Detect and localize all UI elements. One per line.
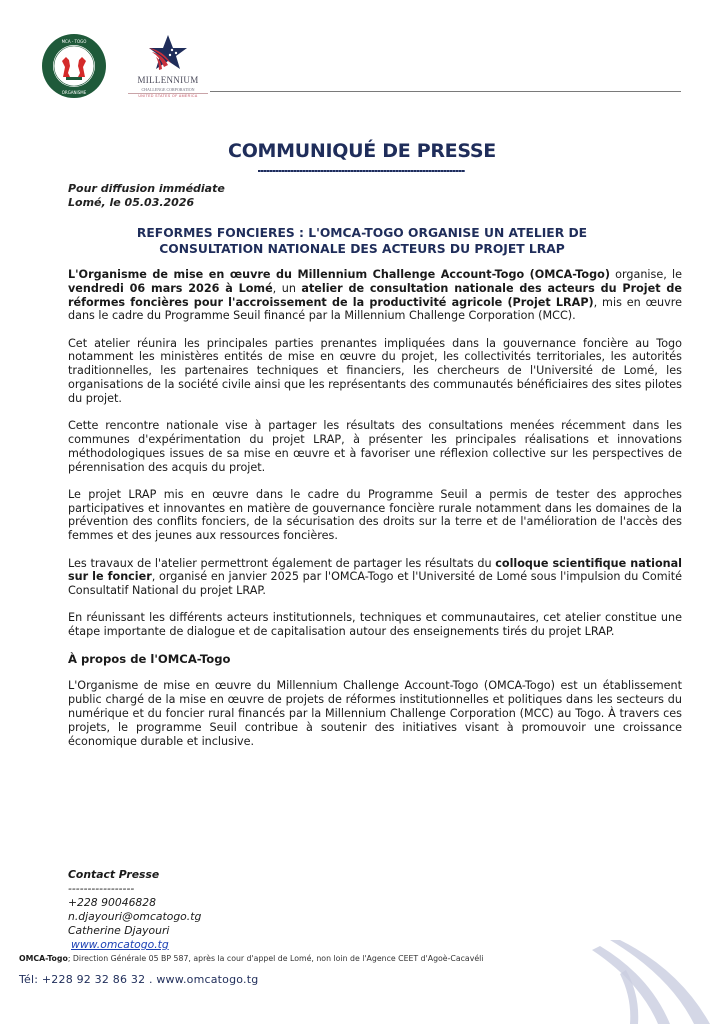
- text: , mis en œuvre dans le cadre du Programme Seuil financé par la Millennium Challenge Corporation (MCC).: [68, 295, 682, 323]
- contact-email[interactable]: n.djayouri@omcatogo.tg: [68, 910, 202, 923]
- footer-contact: [19, 973, 258, 986]
- text: , un: [272, 281, 302, 295]
- footer-org: OMCA-Togo: [19, 954, 68, 963]
- contact-phone: +228 90046828: [68, 896, 157, 909]
- footer-address: [19, 954, 483, 963]
- release-meta: [68, 182, 225, 210]
- paragraph-project: Le projet LRAP mis en œuvre dans le cadre du Programme Seuil a permis de tester des approches participatives et innovantes en matière de gouvernance foncière rurale notamment dans les domaines de la prévention des conflits fonciers, de la sécurisation des droits sur la terre et de l'amélioration de l'accès des femmes et des jeunes aux ressources foncières.: [68, 487, 682, 543]
- mcc-star-icon: [128, 33, 208, 75]
- press-body: [68, 268, 682, 762]
- mcc-country: UNITED STATES OF AMERICA: [138, 94, 198, 98]
- contact-separator: -----------------: [68, 882, 135, 895]
- bold-text: colloque scientifique national sur le foncier: [68, 556, 682, 584]
- footer-address-text: ; Direction Générale 05 BP 587, après la cour d'appel de Lomé, non loin de l'Agence CEET d'Agoè-Cacavéli: [67, 954, 484, 963]
- place-date: Lomé, le 05.03.2026: [68, 196, 195, 209]
- paragraph-intro: [68, 268, 682, 323]
- bold-text: vendredi 06 mars 2026 à Lomé: [68, 281, 273, 295]
- header-divider: [210, 91, 681, 92]
- decorative-swoosh-icon: [560, 940, 724, 1024]
- paragraph-colloque: [68, 557, 682, 598]
- text: , organisé en janvier 2025 par l'OMCA-Togo et l'Université de Lomé sous l'impulsion du Comité Consultatif National du projet LRAP.: [68, 570, 682, 598]
- headline-line-2: CONSULTATION NATIONALE DES ACTEURS DU PROJET LRAP: [159, 242, 565, 256]
- svg-text:MCA - TOGO: MCA - TOGO: [61, 39, 87, 44]
- svg-text:ORGANISME: ORGANISME: [61, 90, 87, 95]
- mcc-logo: [128, 33, 208, 99]
- bold-text: L'Organisme de mise en œuvre du Millennium Challenge Account-Togo (OMCA-Togo): [68, 268, 610, 281]
- text: Les travaux de l'atelier permettront également de partager les résultats du: [68, 556, 496, 570]
- about-heading: À propos de l'OMCA-Togo: [68, 651, 231, 666]
- omca-togo-logo-icon: [41, 33, 107, 99]
- mcc-name: MILLENNIUM: [137, 75, 199, 85]
- bold-text: atelier de consultation nationale des acteurs du Projet de réformes foncières pour l'accroissement de la productivité agricole (Projet LRAP): [68, 281, 682, 309]
- contact-name: Catherine Djayouri: [68, 924, 170, 937]
- paragraph-about: L'Organisme de mise en œuvre du Millennium Challenge Account-Togo (OMCA-Togo) est un établissement public chargé de la mise en œuvre de projets de réformes institutionnelles et politiques dans les secteurs du numérique et du foncier rural financés par la Millennium Challenge Corporation (MCC) au Togo. À travers ces projets, le programme Seuil contribue à soutenir des initiatives visant à promouvoir une croissance économique durable et inclusive.: [68, 679, 682, 748]
- paragraph-conclusion: En réunissant les différents acteurs institutionnels, techniques et communautaires, cet atelier constitue une étape importante de dialogue et de capitalisation autour des enseignements tirés du projet LRAP.: [68, 611, 682, 639]
- text: organise, le: [609, 268, 682, 281]
- contact-website-link[interactable]: www.omcatogo.tg: [71, 938, 169, 951]
- page-title: COMMUNIQUÉ DE PRESSE: [228, 140, 496, 162]
- headline: [60, 225, 664, 257]
- footer-phone: Tél: +228 92 32 86 32: [19, 973, 146, 986]
- mcc-subtitle: CHALLENGE CORPORATION: [128, 87, 208, 94]
- title-underline: [258, 170, 465, 172]
- press-contact: [68, 868, 201, 952]
- headline-line-1: REFORMES FONCIERES : L'OMCA-TOGO ORGANISE UN ATELIER DE: [136, 226, 588, 240]
- letterhead: [0, 0, 724, 130]
- paragraph-objectives: Cette rencontre nationale vise à partager les résultats des consultations menées récemment dans les communes d'expérimentation du projet LRAP, à présenter les principales réalisations et innovations méthodologiques issues de sa mise en œuvre et à favoriser une réflexion collective sur les perspectives de pérennisation des acquis du projet.: [68, 419, 682, 474]
- release-notice: Pour diffusion immédiate: [68, 182, 225, 195]
- paragraph-participants: Cet atelier réunira les principales parties prenantes impliquées dans la gouvernance foncière au Togo notamment les ministères entités de mise en œuvre du projet, les collectivités territoriales, les autorités traditionnelles, les partenaires techniques et financiers, les chercheurs de l'Université de Lomé, les organisations de la société civile ainsi que les représentants des communautés bénéficiaires des sites pilotes du projet.: [68, 336, 682, 405]
- footer-separator: .: [145, 973, 157, 986]
- contact-title: Contact Presse: [68, 868, 160, 881]
- footer-website[interactable]: www.omcatogo.tg: [156, 973, 259, 986]
